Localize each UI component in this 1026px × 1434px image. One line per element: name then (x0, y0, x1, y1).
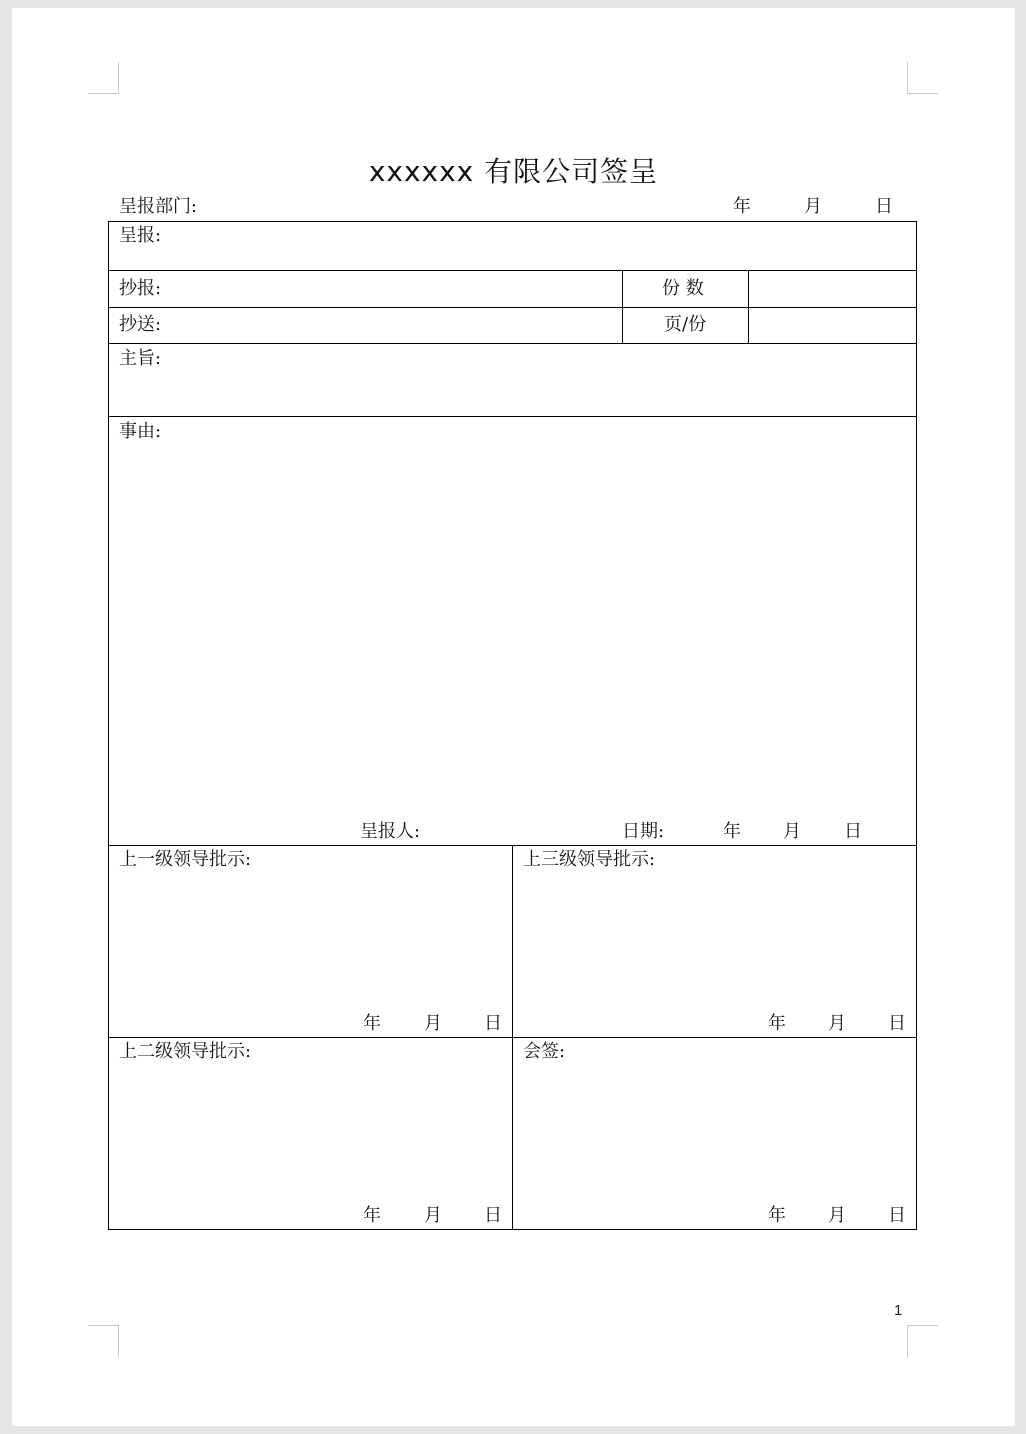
level3-month: 月 (828, 1013, 846, 1034)
margin-corner-bottom-left (88, 1325, 119, 1357)
reporter-label: 呈报人: (360, 821, 421, 842)
countersign-year: 年 (768, 1205, 786, 1226)
shiyou-month: 月 (783, 821, 801, 842)
yefen-label: 页/份 (664, 314, 707, 335)
table-left-border (108, 221, 109, 1230)
chaosong-label: 抄送: (119, 314, 162, 335)
countersign-day: 日 (888, 1205, 906, 1226)
header-month: 月 (804, 196, 822, 217)
col-divider (622, 270, 623, 344)
dept-label: 呈报部门: (119, 196, 198, 217)
col-divider (512, 845, 513, 1230)
shiyou-day: 日 (844, 821, 862, 842)
chaobao-label: 抄报: (119, 278, 162, 299)
shiyou-label: 事由: (119, 421, 162, 442)
level3-day: 日 (888, 1013, 906, 1034)
row-divider (108, 307, 917, 308)
level2-month: 月 (424, 1205, 442, 1226)
row-divider (108, 270, 917, 271)
zhuzhi-label: 主旨: (119, 348, 162, 369)
table-top-border (108, 221, 917, 222)
countersign-month: 月 (828, 1205, 846, 1226)
row-divider (108, 416, 917, 417)
level1-approval-label: 上一级领导批示: (119, 849, 252, 870)
margin-corner-bottom-right (907, 1325, 938, 1357)
level2-year: 年 (363, 1205, 381, 1226)
margin-corner-top-left (88, 62, 119, 94)
level1-day: 日 (484, 1013, 502, 1034)
level2-approval-label: 上二级领导批示: (119, 1041, 252, 1062)
level1-month: 月 (424, 1013, 442, 1034)
date-label: 日期: (622, 821, 665, 842)
page-number: 1 (894, 1302, 903, 1319)
level2-day: 日 (484, 1205, 502, 1226)
level1-year: 年 (363, 1013, 381, 1034)
margin-corner-top-right (907, 62, 938, 94)
chengbao-label: 呈报: (119, 225, 162, 246)
row-divider (108, 343, 917, 344)
table-right-border (916, 221, 917, 1230)
col-divider (748, 270, 749, 344)
header-day: 日 (875, 196, 893, 217)
level3-year: 年 (768, 1013, 786, 1034)
header-year: 年 (733, 196, 751, 217)
fenshu-label: 份 数 (662, 278, 704, 299)
document-title: xxxxxx 有限公司签呈 (368, 155, 659, 188)
shiyou-year: 年 (723, 821, 741, 842)
countersign-label: 会签: (523, 1041, 566, 1062)
level3-approval-label: 上三级领导批示: (523, 849, 656, 870)
document-page (12, 8, 1015, 1426)
